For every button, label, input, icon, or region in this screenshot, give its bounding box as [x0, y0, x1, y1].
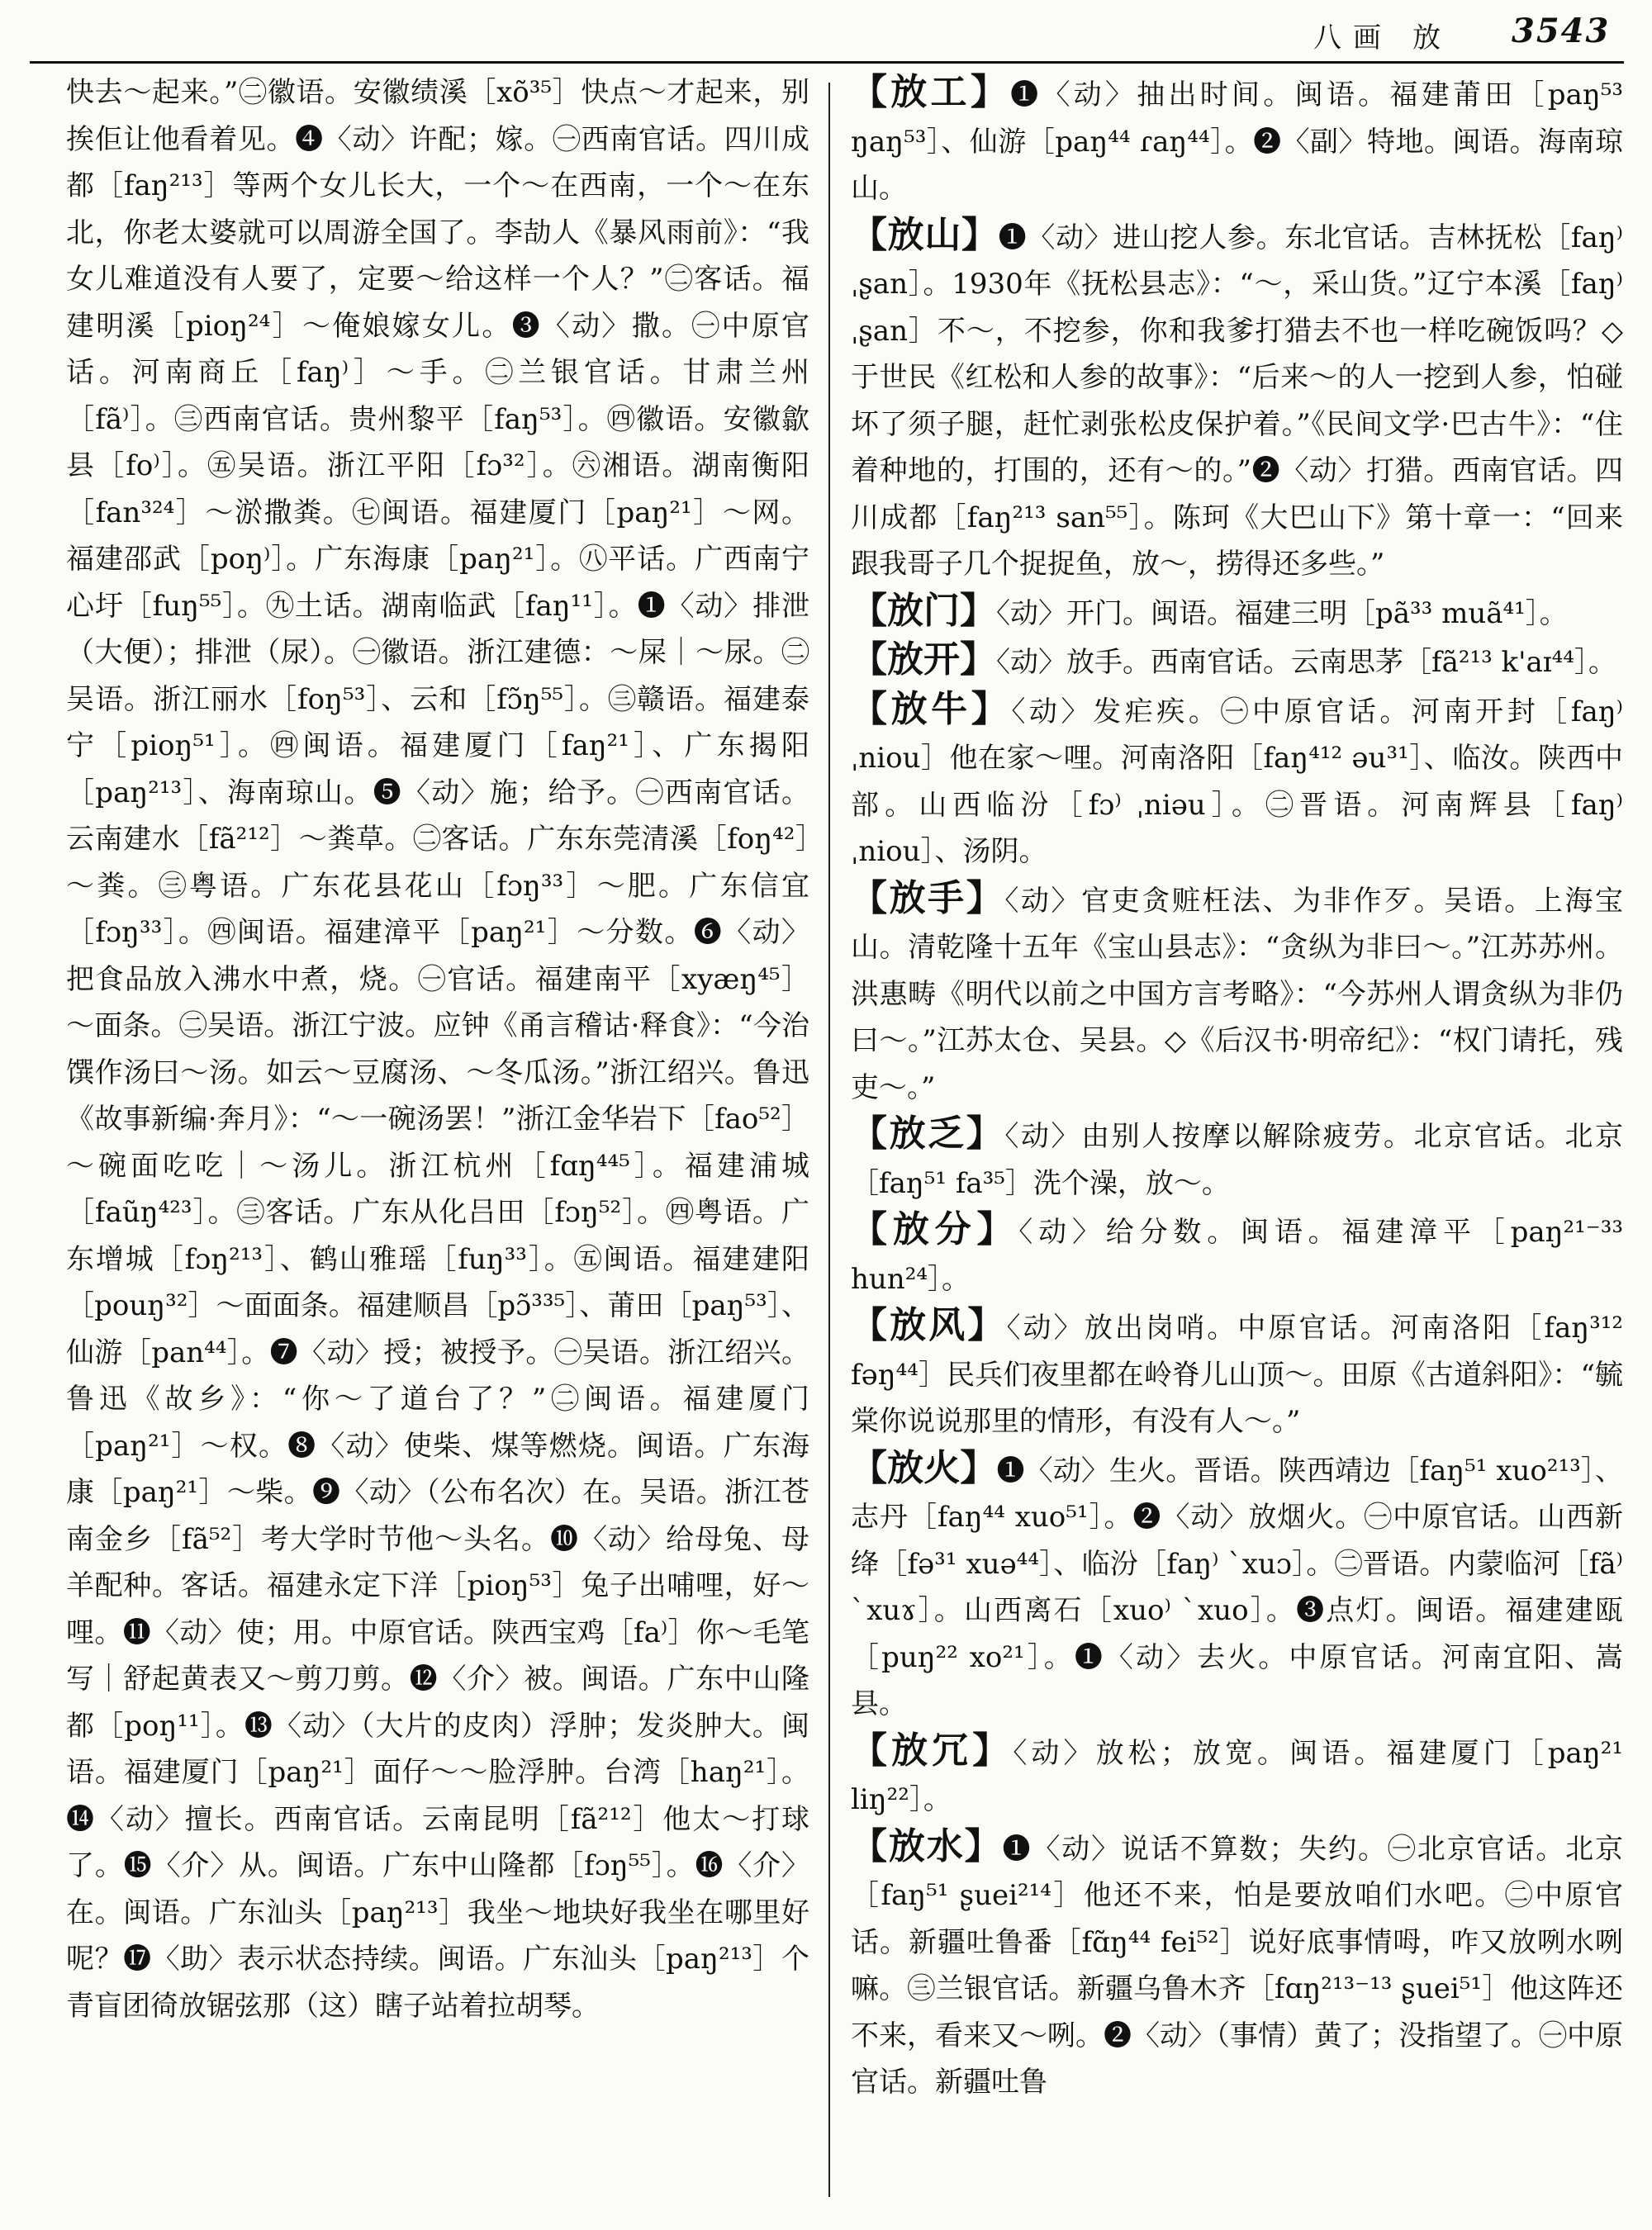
entry-body: 〈动〉放手。西南官话。云南思茅［fã²¹³ k'aɪ⁴⁴］。 [996, 646, 1616, 679]
dictionary-entry [851, 1728, 1623, 1824]
entry-headword: 【放冗】 [851, 1729, 1014, 1772]
running-entry-char: 放 [1412, 21, 1441, 55]
entry-body: ❶〈动〉生火。晋语。陕西靖边［faŋ⁵¹ xuo²¹³］、志丹［faŋ⁴⁴ xuo⁵¹］。❷〈动〉放烟火。㊀中原官话。山西新绛［fə³¹ xuə⁴⁴］、临汾［faŋ⁾ ˋxuɔ］。㊁晋语。内蒙临河［fã⁾ ˋxuɤ］。山西离石［xuo⁾ ˋxuo］。❸点灯。闽语。福建建瓯［puŋ²² xo²¹］。❶〈动〉去火。中原官话。河南宜阳、嵩县。 [851, 1454, 1623, 1720]
dictionary-entry [851, 1207, 1623, 1302]
entry-body: ❶〈动〉抽出时间。闽语。福建莆田［paŋ⁵³ ŋaŋ⁵³］、仙游［paŋ⁴⁴ ɾaŋ⁴⁴］。❷〈副〉特地。闽语。海南琼山。 [851, 78, 1623, 205]
dictionary-entry [851, 1824, 1623, 2106]
dictionary-entry [851, 1302, 1623, 1445]
entry-headword: 【放牛】 [851, 687, 1012, 730]
entry-body: 〈动〉给分数。闽语。福建漳平［paŋ²¹⁻³³ hun²⁴］。 [851, 1216, 1623, 1296]
left-column [66, 69, 809, 2213]
entry-body: 〈动〉放松；放宽。闽语。福建厦门［paŋ²¹ liŋ²²］。 [851, 1736, 1623, 1816]
entry-headword: 【放水】 [851, 1824, 1003, 1867]
entry-body: ❶〈动〉进山挖人参。东北官话。吉林抚松［faŋ⁾ ˌʂan］。1930年《抚松县志》：“～，采山货。”辽宁本溪［faŋ⁾ ˌʂan］不～，不挖参，你和我爹打猎去不也一样吃碗饭吗？◇于世民《红松和人参的故事》：“后来～的人一挖到人参，怕碰坏了须子腿，赶忙剥张松皮保护着。”《民间文学·巴古牛》：“住着种地的，打围的，还有～的。”❷〈动〉打猎。西南官话。四川成都［faŋ²¹³ san⁵⁵］。陈珂《大巴山下》第十章一：“回来跟我哥子几个捉捉鱼，放～，捞得还多些。” [851, 221, 1623, 581]
dictionary-entry [851, 1445, 1623, 1728]
entry-headword: 【放火】 [851, 1446, 997, 1489]
section-label: 八画 [1313, 21, 1393, 55]
dictionary-entry [851, 1111, 1623, 1207]
entry-body: 〈动〉放出岗哨。中原官话。河南洛阳［faŋ³¹² fəŋ⁴⁴］民兵们夜里都在岭脊儿山顶～。田原《古道斜阳》：“毓棠你说说那里的情形，有没有人～。” [851, 1312, 1623, 1438]
entry-body: 〈动〉官吏贪赃枉法、为非作歹。吴语。上海宝山。清乾隆十五年《宝山县志》：“贪纵为非曰～。”江苏苏州。洪惠畴《明代以前之中国方言考略》：“今苏州人谓贪纵为非仍曰～。”江苏太仓、吴县。◇《后汉书·明帝纪》：“权门请托，残吏～。” [851, 884, 1623, 1104]
header-rule [30, 61, 1624, 64]
entry-headword: 【放分】 [851, 1208, 1019, 1250]
dictionary-entry [851, 875, 1623, 1112]
entry-headword: 【放风】 [851, 1304, 1007, 1346]
entry-headword: 【放手】 [851, 876, 1005, 919]
dictionary-entry [851, 588, 1623, 638]
entry-body: 〈动〉发疟疾。㊀中原官话。河南开封［faŋ⁾ ˌniou］他在家～哩。河南洛阳［faŋ⁴¹² əu³¹］、临汝。陕西中部。山西临汾［fɔ⁾ ˌniəu］。㊁晋语。河南辉县［faŋ⁾ ˌniou］、汤阴。 [851, 695, 1623, 868]
continued-entry-text: 快去～起来。”㊁徽语。安徽绩溪［xõ³⁵］快点～才起来，别挨佢让他看着见。❹〈动〉许配；嫁。㊀西南官话。四川成都［faŋ²¹³］等两个女儿长大，一个～在西南，一个～在东北，你老太婆就可以周游全国了。李劼人《暴风雨前》：“我女儿难道没有人要了，定要～给这样一个人？”㊁客话。福建明溪［pioŋ²⁴］～俺娘嫁女儿。❸〈动〉撒。㊀中原官话。河南商丘［faŋ⁾］～手。㊁兰银官话。甘肃兰州［fã⁾］。㊂西南官话。贵州黎平［faŋ⁵³］。㊃徽语。安徽歙县［fo⁾］。㊄吴语。浙江平阳［fɔ³²］。㊅湘语。湖南衡阳［fan³²⁴］～淤撒粪。㊆闽语。福建厦门［paŋ²¹］～网。福建邵武［poŋ⁾］。广东海康［paŋ²¹］。㊇平话。广西南宁心圩［fuŋ⁵⁵］。㊈土话。湖南临武［faŋ¹¹］。❶〈动〉排泄（大便）；排泄（尿）。㊀徽语。浙江建德：～屎｜～尿。㊁吴语。浙江丽水［foŋ⁵³］、云和［fɔ̃ŋ⁵⁵］。㊂赣语。福建泰宁［pioŋ⁵¹］。㊃闽语。福建厦门［faŋ²¹］、广东揭阳［paŋ²¹³］、海南琼山。❺〈动〉施；给予。㊀西南官话。云南建水［fã²¹²］～粪草。㊁客话。广东东莞清溪［foŋ⁴²］～粪。㊂粤语。广东花县花山［fɔŋ³³］～肥。广东信宜［fɔŋ³³］。㊃闽语。福建漳平［paŋ²¹］～分数。❻〈动〉把食品放入沸水中煮，烧。㊀官话。福建南平［xyæŋ⁴⁵］～面条。㊁吴语。浙江宁波。应钟《甬言稽诂·释食》：“今治馔作汤曰～汤。如云～豆腐汤、～冬瓜汤。”浙江绍兴。鲁迅《故事新编·奔月》：“～一碗汤罢！”浙江金华岩下［fao⁵²］～碗面吃吃｜～汤儿。浙江杭州［fɑŋ⁴⁴⁵］。福建浦城［faũŋ⁴²³］。㊂客话。广东从化吕田［fɔŋ⁵²］。㊃粤语。广东增城［fɔŋ²¹³］、鹤山雅瑶［fuŋ³³］。㊄闽语。福建建阳［pouŋ³²］～面面条。福建顺昌［pɔ̃³³⁵］、莆田［paŋ⁵³］、仙游［pan⁴⁴］。❼〈动〉授；被授予。㊀吴语。浙江绍兴。鲁迅《故乡》：“你～了道台了？”㊁闽语。福建厦门［paŋ²¹］～权。❽〈动〉使柴、煤等燃烧。闽语。广东海康［paŋ²¹］～柴。❾〈动〉（公布名次）在。吴语。浙江苍南金乡［fã⁵²］考大学时节他～头名。❿〈动〉给母兔、母羊配种。客话。福建永定下洋［pioŋ⁵³］兔子出哺哩，好～哩。⓫〈动〉使；用。中原官话。陕西宝鸡［fa⁾］你～毛笔写｜舒起黄表又～剪刀剪。⓬〈介〉被。闽语。广东中山隆都［poŋ¹¹］。⓭〈动〉（大片的皮肉）浮肿；发炎肿大。闽语。福建厦门［paŋ²¹］面仔～～脸浮肿。台湾［haŋ²¹］。⓮〈动〉擅长。西南官话。云南昆明［fã²¹²］他太～打球了。⓯〈介〉从。闽语。广东中山隆都［fɔŋ⁵⁵］。⓰〈介〉在。闽语。广东汕头［paŋ²¹³］我坐～地块好我坐在哪里好呢？⓱〈助〉表示状态持续。闽语。广东汕头［paŋ²¹³］个青盲团徛放锯弦那（这）瞎子站着拉胡琴。 [66, 76, 809, 2023]
column-divider [828, 83, 830, 2197]
dictionary-entry [851, 212, 1623, 588]
dictionary-entry [851, 637, 1623, 686]
page-number: 3543 [1512, 12, 1611, 50]
entry-headword: 【放乏】 [851, 1113, 1005, 1155]
entry-headword: 【放山】 [851, 213, 999, 256]
page-header [0, 0, 1652, 58]
entry-headword: 【放工】 [851, 71, 1011, 113]
entry-body: ❶〈动〉说话不算数；失约。㊀北京官话。北京［faŋ⁵¹ ʂuei²¹⁴］他还不来，怕是要放咱们水吧。㊁中原官话。新疆吐鲁番［fɑ̃ŋ⁴⁴ fei⁵²］说好底事情呣，咋又放咧水咧嘛。㊂兰银官话。新疆乌鲁木齐［fɑŋ²¹³⁻¹³ ʂuei⁵¹］他这阵还不来，看来又～咧。❷〈动〉（事情）黄了；没指望了。㊀中原官话。新疆吐鲁 [851, 1832, 1623, 2099]
entry-body: 〈动〉开门。闽语。福建三明［pã³³ muã⁴¹］。 [996, 596, 1568, 630]
dictionary-entry [851, 686, 1623, 875]
entry-headword: 【放开】 [851, 638, 996, 681]
entry-headword: 【放门】 [851, 589, 996, 632]
dictionary-entry [851, 69, 1623, 212]
entry-body: 〈动〉由别人按摩以解除疲劳。北京官话。北京［faŋ⁵¹ fa³⁵］洗个澡，放～。 [851, 1120, 1623, 1200]
right-column [851, 69, 1623, 2213]
